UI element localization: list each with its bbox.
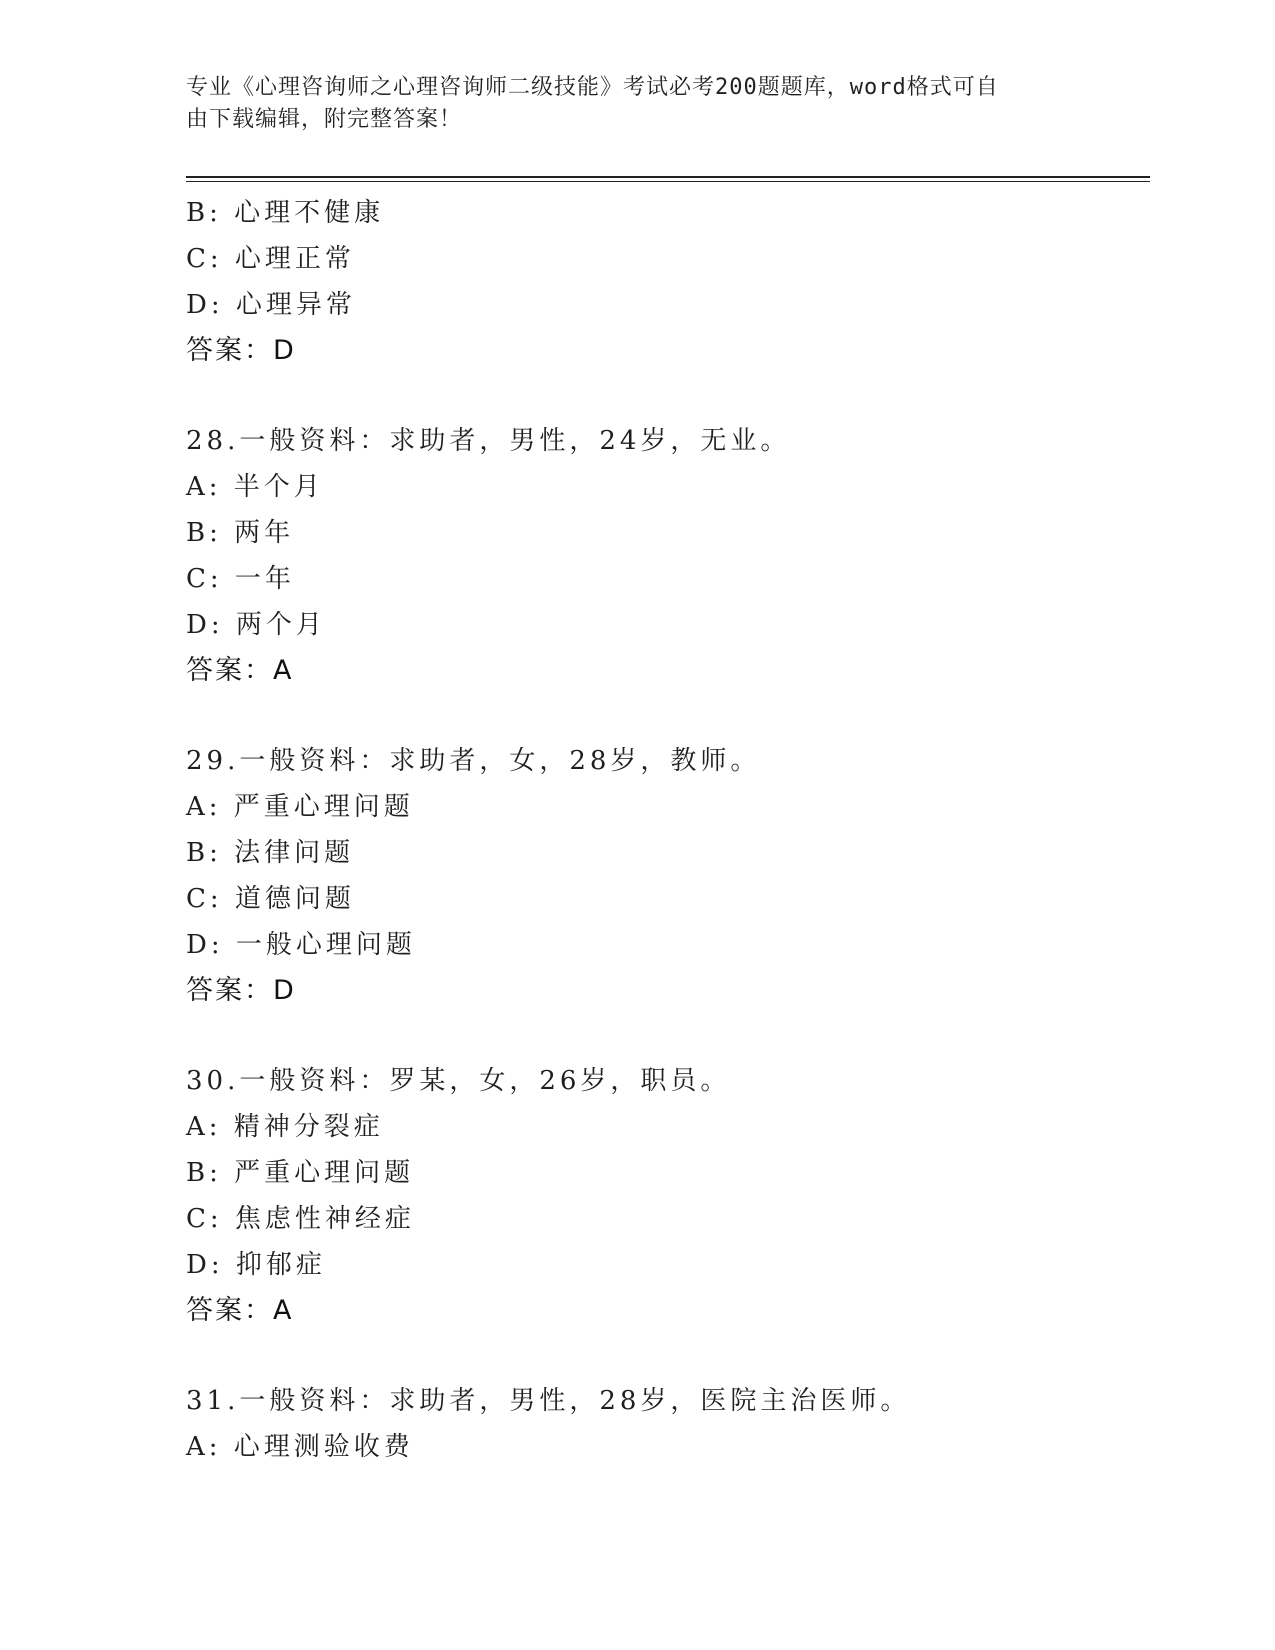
option-a: A: 严重心理问题	[186, 792, 414, 822]
question-30	[186, 1058, 1146, 1334]
answer-line: 答案：A	[186, 1295, 294, 1326]
question-stem: 28.一般资料：求助者，男性，24岁，无业。	[186, 426, 791, 456]
question-stem: 30.一般资料：罗某，女，26岁，职员。	[186, 1066, 731, 1096]
option-d: D: 两个月	[186, 610, 326, 640]
header-line-2: 由下载编辑，附完整答案！	[186, 107, 463, 132]
option-a: A: 半个月	[186, 472, 324, 502]
option-a: A: 精神分裂症	[186, 1112, 384, 1142]
question-31	[186, 1378, 1146, 1470]
answer-line: 答案：D	[186, 335, 296, 366]
spacer	[186, 1014, 1146, 1058]
option-c: C: 焦虑性神经症	[186, 1204, 415, 1234]
question-list	[186, 190, 1146, 1470]
spacer	[186, 694, 1146, 738]
answer-line: 答案：D	[186, 975, 296, 1006]
option-b: B: 两年	[186, 518, 295, 548]
spacer	[186, 374, 1146, 418]
option-d: D: 一般心理问题	[186, 930, 416, 960]
option-d: D: 心理异常	[186, 290, 356, 320]
option-d: D: 抑郁症	[186, 1250, 326, 1280]
question-28	[186, 418, 1146, 694]
option-b: B: 严重心理问题	[186, 1158, 415, 1188]
answer-line: 答案：A	[186, 655, 294, 686]
question-29	[186, 738, 1146, 1014]
document-header	[186, 72, 1066, 136]
previous-question-block	[186, 190, 1146, 374]
question-stem: 29.一般资料：求助者，女，28岁，教师。	[186, 746, 761, 776]
option-c: C: 道德问题	[186, 884, 355, 914]
option-a: A: 心理测验收费	[186, 1432, 414, 1462]
question-stem: 31.一般资料：求助者，男性，28岁，医院主治医师。	[186, 1386, 911, 1416]
header-divider-thin	[186, 181, 1150, 182]
option-b: B: 法律问题	[186, 838, 355, 868]
option-c: C: 心理正常	[186, 244, 355, 274]
header-divider-thick	[186, 176, 1150, 178]
spacer	[186, 1334, 1146, 1378]
option-c: C: 一年	[186, 564, 295, 594]
header-line-1: 专业《心理咨询师之心理咨询师二级技能》考试必考200题题库，word格式可自	[186, 75, 999, 100]
option-b: B: 心理不健康	[186, 198, 385, 228]
